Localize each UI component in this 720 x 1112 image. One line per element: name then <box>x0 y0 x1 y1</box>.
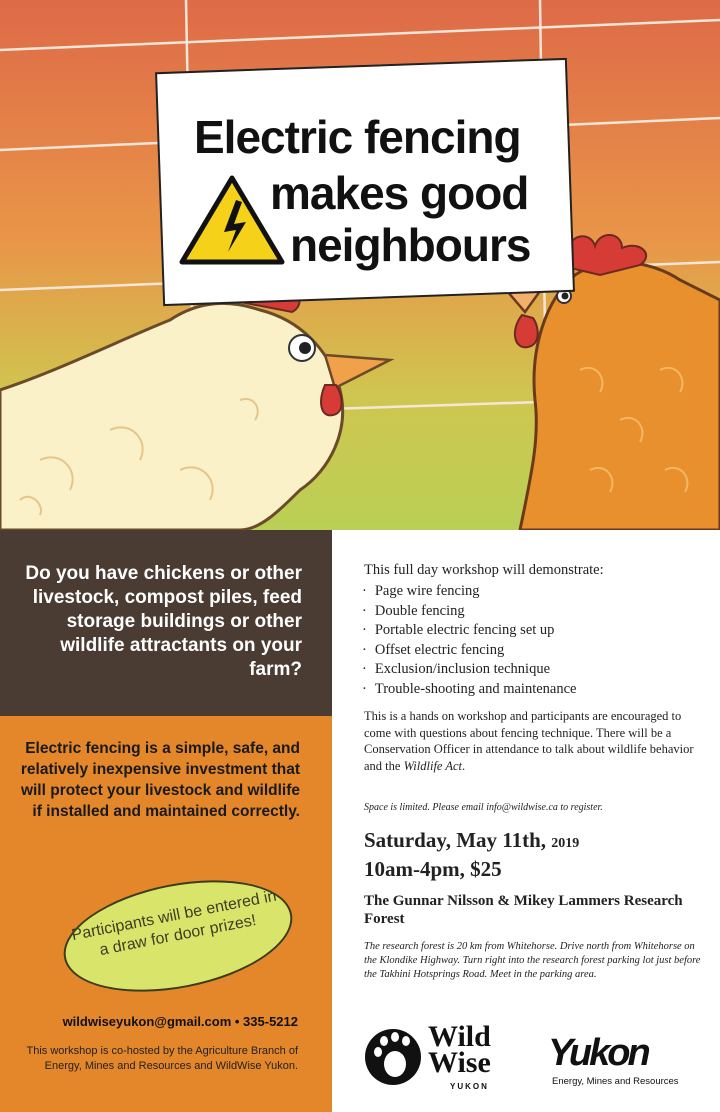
headline <box>160 66 570 298</box>
event-year: 2019 <box>551 836 580 851</box>
cohost-note: This workshop is co-hosted by the Agriculture Branch of Energy, Mines and Resources and WildWise Yukon. <box>26 1045 298 1072</box>
event-time-price: 10am-4pm, $25 <box>364 857 502 881</box>
contact-info: wildwiseyukon@gmail.com • 335-5212 <box>62 1014 298 1029</box>
info-panel <box>0 716 332 1112</box>
question-text: Do you have chickens or other livestock, compost piles, feed storage buildings or other wildlife attractants on your farm? <box>25 563 302 680</box>
details-panel <box>332 530 720 1112</box>
yukon-logo <box>548 1032 698 1092</box>
event-date <box>364 828 704 853</box>
workshop-description <box>364 708 704 774</box>
topic-item: · Page wire fencing <box>362 582 576 602</box>
headline-line-3: neighbours <box>290 219 531 271</box>
description-end: . <box>462 758 466 773</box>
topic-list <box>362 582 576 699</box>
yukon-subtitle: Energy, Mines and Resources <box>552 1076 679 1087</box>
headline-line-1: Electric fencing <box>194 111 521 163</box>
event-location: The Gunnar Nilsson & Mikey Lammers Research Forest <box>364 893 683 927</box>
yukon-wordmark: Yukon <box>548 1032 648 1074</box>
fencing-intro: Electric fencing is a simple, safe, and relatively inexpensive investment that will protect your livestock and wildlife if installed and maintained correctly. <box>20 740 300 820</box>
headline-line-2: makes good <box>270 167 529 219</box>
topic-item: · Offset electric fencing <box>362 641 576 661</box>
wildwise-subtitle: YUKON <box>450 1082 489 1091</box>
question-panel <box>0 530 332 716</box>
description-start: This is a hands on workshop and participants are encouraged to come with questions about fencing technique. There will be a Conservation Officer in attendance to talk about wildlife behavior and the <box>364 709 694 773</box>
topic-item: · Double fencing <box>362 602 576 622</box>
wildwise-logo <box>362 1020 512 1100</box>
topic-item: · Exclusion/inclusion technique <box>362 660 576 680</box>
hero-illustration <box>0 0 720 530</box>
registration-note: Space is limited. Please email info@wildwise.ca to register. <box>364 802 603 813</box>
wildwise-wordmark: Wild Wise <box>428 1020 491 1079</box>
prize-callout <box>54 863 302 1009</box>
wildlife-act: Wildlife Act <box>403 758 463 773</box>
event-directions: The research forest is 20 km from Whitehorse. Drive north from Whitehorse on the Klondike Highway. Turn right into the research forest parking lot just before the Takhini Hotsprings Road. Meet in the parking area. <box>364 941 701 980</box>
workshop-intro: This full day workshop will demonstrate: <box>364 562 604 578</box>
event-date-main: Saturday, May 11th, <box>364 828 547 852</box>
topic-item: · Trouble-shooting and maintenance <box>362 680 576 700</box>
topic-item: · Portable electric fencing set up <box>362 621 576 641</box>
paw-print-icon <box>362 1028 424 1086</box>
prize-note: Participants will be entered in a draw for door prizes! <box>70 887 278 960</box>
